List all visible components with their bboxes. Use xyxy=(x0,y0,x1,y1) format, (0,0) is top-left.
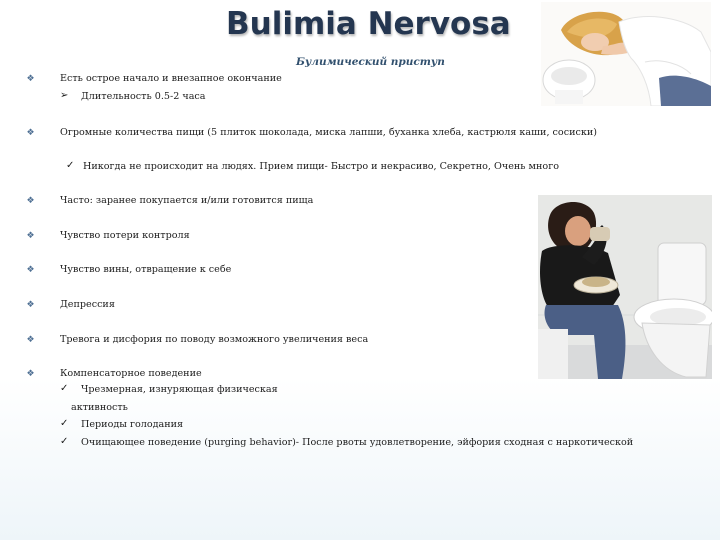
sub-exercise-line2: активность xyxy=(71,402,128,413)
sub-purging: Очищающее поведение (purging behavior)- После рвоты удовлетворение, эйфория сходная с наркотической xyxy=(81,437,634,448)
checkmark-bullet-icon: ✓ xyxy=(66,160,75,171)
checkmark-bullet-icon: ✓ xyxy=(60,383,69,394)
diamond-bullet-icon: ❖ xyxy=(26,335,35,345)
bullet-depression: Депрессия xyxy=(60,299,115,310)
checkmark-bullet-icon: ✓ xyxy=(60,436,69,447)
bullet-compensatory: Компенсаторное поведение xyxy=(60,368,202,379)
bullet-onset: Есть острое начало и внезапное окончание xyxy=(60,73,282,84)
bullet-often: Часто: заранее покупается и/или готовится пища xyxy=(60,195,314,206)
diamond-bullet-icon: ❖ xyxy=(26,196,35,206)
diamond-bullet-icon: ❖ xyxy=(26,231,35,241)
bullet-loss-control: Чувство потери контроля xyxy=(60,230,190,241)
photo-woman-toilet xyxy=(541,2,711,106)
photo-woman-toilet-image xyxy=(541,2,711,106)
sub-duration: Длительность 0.5-2 часа xyxy=(81,91,206,102)
arrow-bullet-icon: ➢ xyxy=(60,90,69,101)
diamond-bullet-icon: ❖ xyxy=(26,265,35,275)
slide-subtitle: Булимический приступ xyxy=(296,56,445,68)
diamond-bullet-icon: ❖ xyxy=(26,369,35,379)
sub-exercise-line1: Чрезмерная, изнуряющая физическая xyxy=(81,384,278,395)
sub-fasting: Периоды голодания xyxy=(81,419,184,430)
photo-woman-eating xyxy=(538,195,712,379)
slide-title: Bulimia Nervosa xyxy=(226,6,511,42)
checkmark-bullet-icon: ✓ xyxy=(60,418,69,429)
bullet-anxiety: Тревога и дисфория по поводу возможного увеличения веса xyxy=(60,334,369,345)
sub-never-public: Никогда не происходит на людях. Прием пищи- Быстро и некрасиво, Секретно, Очень много xyxy=(83,161,559,172)
bullet-amounts: Огромные количества пищи (5 плиток шоколада, миска лапши, буханка хлеба, кастрюля каши, сосиски) xyxy=(60,127,597,138)
diamond-bullet-icon: ❖ xyxy=(26,74,35,84)
diamond-bullet-icon: ❖ xyxy=(26,300,35,310)
photo-woman-eating-image xyxy=(538,195,712,379)
bullet-guilt: Чувство вины, отвращение к себе xyxy=(60,264,232,275)
diamond-bullet-icon: ❖ xyxy=(26,128,35,138)
